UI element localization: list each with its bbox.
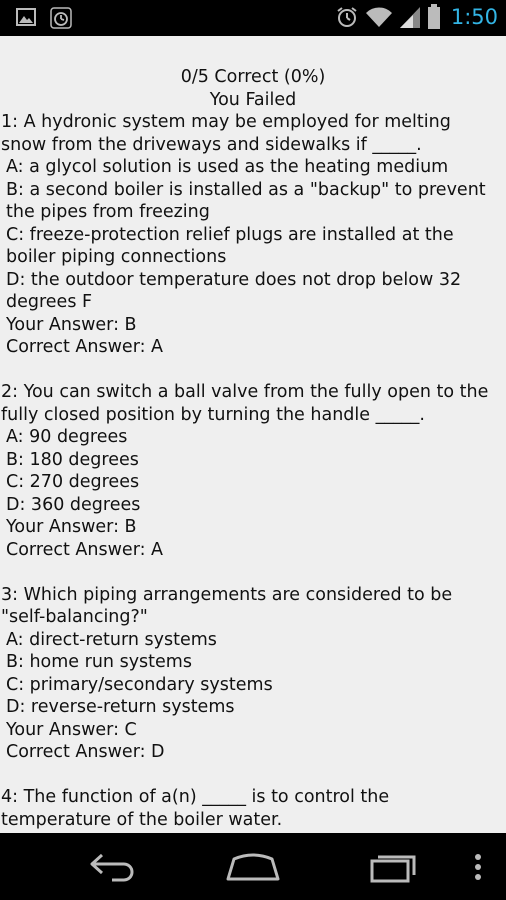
alarm-icon bbox=[335, 5, 359, 29]
answer-option: D: the outdoor temperature does not drop below 32 degrees F bbox=[6, 269, 462, 312]
spacer bbox=[1, 764, 500, 787]
recent-apps-icon[interactable] bbox=[368, 847, 420, 891]
your-answer: Your Answer: C bbox=[6, 719, 137, 740]
question-block bbox=[0, 786, 506, 831]
answer-option: B: home run systems bbox=[6, 652, 192, 672]
answer-option: B: a second boiler is installed as a "backup" to prevent the pipes from freezing bbox=[6, 179, 486, 222]
question-text: 4: The function of a(n) _____ is to control the temperature of the boiler water. bbox=[1, 787, 390, 830]
signal-icon bbox=[399, 5, 421, 29]
answer-option: B: 180 degrees bbox=[6, 449, 139, 470]
spacer bbox=[1, 359, 500, 382]
status-bar bbox=[0, 0, 506, 36]
question-block bbox=[0, 111, 506, 381]
battery-icon bbox=[427, 4, 441, 30]
question-text: 2: You can switch a ball valve from the fully open to the fully closed position by turning the handle _____. bbox=[1, 382, 489, 425]
answer-option: C: freeze-protection relief plugs are installed at the boiler piping connections bbox=[6, 224, 454, 267]
spacer bbox=[1, 561, 500, 584]
answer-option: C: 270 degrees bbox=[6, 472, 140, 492]
question-text: 1: A hydronic system may be employed for melting snow from the driveways and sidewalks if _____. bbox=[1, 112, 451, 155]
quiz-results-view[interactable] bbox=[0, 36, 506, 833]
answer-option: A: a glycol solution is used as the heating medium bbox=[6, 157, 449, 177]
navigation-bar bbox=[0, 833, 506, 900]
answer-option: D: reverse-return systems bbox=[6, 697, 235, 717]
back-icon[interactable] bbox=[88, 847, 138, 891]
question-text: 3: Which piping arrangements are considered to be "self-balancing?" bbox=[1, 584, 453, 627]
answer-option: A: direct-return systems bbox=[6, 629, 217, 650]
question-block bbox=[0, 584, 506, 787]
result-label: You Failed bbox=[209, 89, 297, 110]
score-summary: 0/5 Correct (0%) bbox=[180, 67, 326, 87]
your-answer: Your Answer: B bbox=[6, 517, 137, 537]
image-icon bbox=[16, 7, 36, 29]
overflow-menu-icon[interactable] bbox=[470, 847, 486, 891]
home-icon[interactable] bbox=[224, 847, 282, 891]
clock: 1:50 bbox=[450, 5, 498, 29]
alarm-clock-icon bbox=[50, 7, 72, 29]
answer-option: D: 360 degrees bbox=[6, 494, 141, 515]
correct-answer: Correct Answer: A bbox=[6, 337, 164, 357]
wifi-icon bbox=[365, 5, 393, 29]
correct-answer: Correct Answer: A bbox=[6, 539, 164, 560]
question-block bbox=[0, 381, 506, 584]
answer-option: C: primary/secondary systems bbox=[6, 674, 273, 695]
your-answer: Your Answer: B bbox=[6, 314, 137, 335]
answer-option: A: 90 degrees bbox=[6, 427, 128, 447]
correct-answer: Correct Answer: D bbox=[6, 742, 165, 762]
